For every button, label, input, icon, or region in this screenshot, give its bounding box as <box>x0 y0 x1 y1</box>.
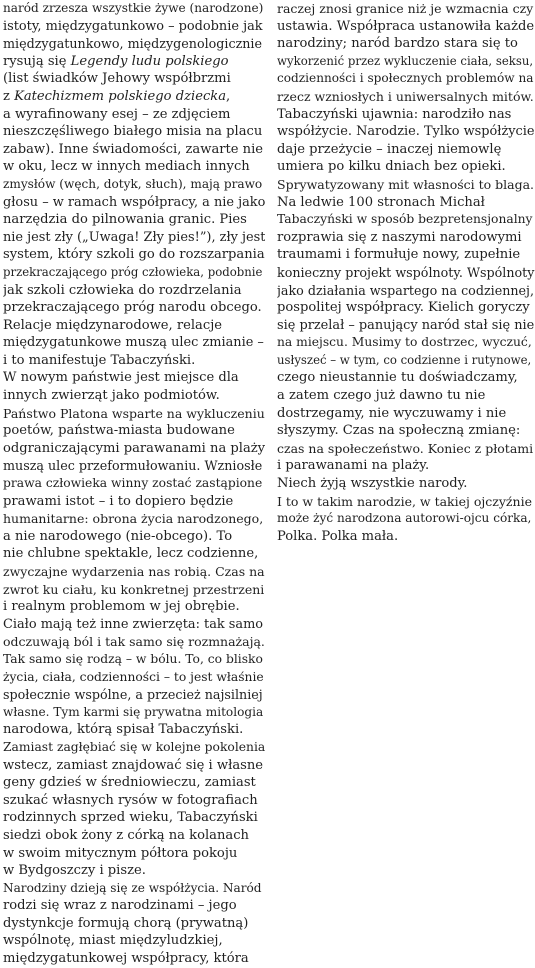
text-segment: humanitarne: obrona życia narodzonego, <box>3 511 264 527</box>
text-segment: innych zwierząt jako podmiotów. <box>3 388 220 404</box>
text-segment: szukać własnych rysów w fotografiach <box>3 792 258 808</box>
text-line <box>3 457 265 475</box>
text-line <box>3 352 265 370</box>
text-segment: a zatem czego już dawno tu nie <box>277 388 486 404</box>
text-line <box>3 581 265 599</box>
text-line <box>277 334 535 352</box>
text-segment: umiera po kilku dniach bez opieki. <box>277 159 506 175</box>
text-segment: siedzi obok żony z córką na kolanach <box>3 827 249 843</box>
italic-title: Legendy ludu polskiego <box>70 53 229 69</box>
text-segment: prawa człowieka winny zostać zastąpione <box>3 476 263 491</box>
text-segment: Na ledwie 100 stronach Michał <box>277 194 485 210</box>
text-line <box>277 141 535 159</box>
text-line <box>277 475 535 493</box>
text-segment: odczuwają ból i tak samo się rozmnażają. <box>3 634 265 650</box>
text-line <box>3 845 265 863</box>
text-segment: dostrzegamy, nie wyczuwamy i nie <box>277 405 507 421</box>
text-segment: wykorzenić przez wykluczenie ciała, seksu, <box>277 53 534 68</box>
text-column-left <box>3 0 265 968</box>
text-line <box>277 176 535 194</box>
text-segment: narodziny; naród bardzo stara się to <box>277 36 518 52</box>
text-line <box>277 53 535 71</box>
text-segment: nieszczęśliwego białego misia na placu <box>3 124 263 140</box>
text-segment: prawami istot – i to dopiero będzie <box>3 493 234 509</box>
text-line <box>277 194 535 212</box>
text-segment: usłyszeć – w tym, co codzienne i rutynowe, <box>277 352 532 367</box>
text-line <box>3 669 265 687</box>
text-line <box>3 598 265 616</box>
text-segment: zmysłów (węch, dotyk, słuch), mają prawo <box>3 176 263 191</box>
text-segment: własne. Tym karmi się prywatna mitologia <box>3 704 264 719</box>
text-line <box>3 141 265 159</box>
text-segment: pospolitej współpracy. Kielich goryczy <box>277 300 530 316</box>
text-line <box>3 563 265 581</box>
text-line <box>3 264 265 282</box>
text-line <box>3 211 265 229</box>
text-segment: wstecz, zamiast znajdować się i własne <box>3 757 264 773</box>
text-segment: nie chlubne spektakle, lecz codzienne, <box>3 546 259 562</box>
text-segment: zwyczajne wydarzenia nas robią. Czas na <box>3 564 265 579</box>
text-segment: Tak samo się rodzą – w bólu. To, co blisko <box>3 651 263 666</box>
text-line <box>277 211 535 229</box>
text-line <box>277 405 535 423</box>
text-segment: Ciało mają też inne zwierzęta: tak samo <box>3 616 264 632</box>
text-line <box>277 352 535 370</box>
text-segment: rozprawia się z naszymi narodowymi <box>277 229 522 245</box>
text-line <box>277 229 535 247</box>
text-segment: czego nieustannie tu doświadczamy, <box>277 370 518 386</box>
text-segment: rodzinnych sprzed wieku, Tabaczyński <box>3 810 258 826</box>
text-segment: a nie narodowego (nie-obcego). To <box>3 528 233 544</box>
text-line <box>3 493 265 511</box>
text-line <box>3 334 265 352</box>
text-segment: nie jest zły („Uwaga! Zły pies!”), zły jest <box>3 229 265 245</box>
text-line <box>3 106 265 124</box>
text-segment: Zamiast zagłębiać się w kolejne pokolenia <box>3 739 265 754</box>
text-line <box>277 282 535 300</box>
text-line <box>3 616 265 634</box>
text-line <box>3 405 265 423</box>
text-segment: geny gdzieś w średniowieczu, zamiast <box>3 775 256 791</box>
text-line <box>3 0 265 18</box>
text-segment: Państwo Platona wsparte na wykluczeniu <box>3 405 265 421</box>
text-line <box>277 369 535 387</box>
text-segment: międzygatunkowej współpracy, która <box>3 951 249 967</box>
italic-title: Katechizmem polskiego dziecka <box>14 88 227 104</box>
text-segment: Narodziny dzieją się ze współżycia. Naród <box>3 880 262 895</box>
text-line <box>3 88 265 106</box>
text-segment: współżycie. Narodzie. Tylko współżycie <box>277 124 535 140</box>
text-line <box>3 510 265 528</box>
text-line <box>3 950 265 968</box>
text-line <box>3 35 265 53</box>
text-line <box>277 264 535 282</box>
text-line <box>277 510 535 528</box>
text-segment: odgraniczającymi parawanami na plaży <box>3 440 265 456</box>
text-segment: zabaw). Inne świadomości, zawarte nie <box>3 141 264 157</box>
text-segment: narzędzia do pilnowania granic. Pies <box>3 212 247 228</box>
text-line <box>277 88 535 106</box>
text-line <box>3 915 265 933</box>
text-segment: międzygatunkowo, międzygenologicznie <box>3 36 263 52</box>
text-segment: Polka. Polka mała. <box>277 528 399 544</box>
text-line <box>277 246 535 264</box>
text-segment: może żyć narodzona autorowi-ojcu córka, <box>277 511 532 526</box>
text-segment: jako działania wspartego na codziennej, <box>277 282 535 298</box>
text-line <box>3 176 265 194</box>
text-line <box>277 493 535 511</box>
text-line <box>277 123 535 141</box>
text-line <box>3 757 265 775</box>
text-segment: Niech żyją wszystkie narody. <box>277 476 468 492</box>
text-line <box>3 827 265 845</box>
text-segment: (list świadków Jehowy współbrzmi <box>3 71 231 87</box>
text-line <box>3 651 265 669</box>
text-segment: I to w takim narodzie, w takiej ojczyźnie <box>277 493 532 509</box>
text-segment: rysują się <box>3 53 71 69</box>
text-line <box>3 229 265 247</box>
text-segment: W nowym państwie jest miejsce dla <box>3 370 239 386</box>
text-segment: a wyrafinowany esej – ze zdjęciem <box>3 106 231 122</box>
text-segment: i realnym problemom w jej obrębie. <box>3 599 240 615</box>
text-line <box>3 194 265 212</box>
text-line <box>3 774 265 792</box>
text-line <box>277 0 535 18</box>
text-line <box>3 475 265 493</box>
text-line <box>277 440 535 458</box>
text-line <box>277 422 535 440</box>
text-line <box>3 809 265 827</box>
text-column-right <box>277 0 535 545</box>
text-line <box>277 158 535 176</box>
text-line <box>3 53 265 71</box>
text-segment: przekraczającego próg człowieka, podobnie <box>3 264 263 279</box>
text-segment: daje przeżycie – inaczej niemowlę <box>277 141 502 157</box>
text-line <box>3 545 265 563</box>
text-line <box>3 440 265 458</box>
text-segment: na miejscu. Musimy to dostrzec, wyczuć, <box>277 335 532 350</box>
text-line <box>3 528 265 546</box>
text-line <box>3 299 265 317</box>
text-segment: Tabaczyński ujawnia: narodziło nas <box>277 106 512 122</box>
text-segment: głosu – w ramach współpracy, a nie jako <box>3 194 265 210</box>
text-segment: ustawia. Współpraca ustanowiła każde <box>277 18 535 34</box>
text-line <box>277 299 535 317</box>
text-line <box>277 457 535 475</box>
text-segment: i to manifestuje Tabaczyński. <box>3 352 196 368</box>
text-segment: Tabaczyński w sposób bezpretensjonalny <box>277 212 533 227</box>
text-line <box>3 18 265 36</box>
text-line <box>3 686 265 704</box>
text-segment: słyszymy. Czas na społeczną zmianę: <box>277 423 521 439</box>
text-line <box>277 387 535 405</box>
text-line <box>3 633 265 651</box>
text-segment: życia, ciała, codzienności – to jest właśnie <box>3 669 264 684</box>
text-segment: naród zrzesza wszystkie żywe (narodzone) <box>3 1 264 15</box>
text-segment: wspólnotę, miast międzyludzkiej, <box>3 933 223 949</box>
text-line <box>277 317 535 335</box>
text-line <box>3 792 265 810</box>
text-segment: zwrot ku ciału, ku konkretnej przestrzeni <box>3 581 265 597</box>
text-segment: muszą ulec przeformułowaniu. Wzniosłe <box>3 458 263 474</box>
text-segment: Sprywatyzowany mit własności to blaga. <box>277 176 535 192</box>
text-line <box>3 721 265 739</box>
text-segment: Relacje międzynarodowe, relacje <box>3 317 223 333</box>
text-line <box>277 528 535 546</box>
text-line <box>3 369 265 387</box>
text-segment: rzecz wzniosłych i uniwersalnych mitów. <box>277 88 534 104</box>
text-line <box>3 932 265 950</box>
text-segment: dystynkcje formują chorą (prywatną) <box>3 915 249 931</box>
text-segment: traumami i formułuje nowy, zupełnie <box>277 247 521 263</box>
text-segment: istoty, międzygatunkowo – podobnie jak <box>3 18 263 34</box>
text-line <box>3 70 265 88</box>
text-line <box>3 158 265 176</box>
text-line <box>3 704 265 722</box>
text-line <box>3 739 265 757</box>
text-segment: się przelał – panujący naród stał się nie <box>277 317 535 333</box>
text-segment: rodzi się wraz z narodzinami – jego <box>3 898 237 914</box>
text-segment: społecznie wspólne, a przecież najsilniej <box>3 687 263 703</box>
text-segment: system, który szkoli go do rozszarpania <box>3 247 265 263</box>
text-segment: z <box>3 88 15 104</box>
text-line <box>3 317 265 335</box>
text-line <box>277 18 535 36</box>
text-segment: w swoim mitycznym półtora pokoju <box>3 845 238 861</box>
text-segment: czas na społeczeństwo. Koniec z płotami <box>277 440 534 456</box>
text-line <box>3 282 265 300</box>
text-segment: poetów, państwa-miasta budowane <box>3 423 235 439</box>
text-line <box>277 70 535 88</box>
text-segment: przekraczającego próg narodu obcego. <box>3 300 262 316</box>
text-line <box>3 246 265 264</box>
text-segment: konieczny projekt wspólnoty. Wspólnoty <box>277 264 535 280</box>
text-line <box>3 862 265 880</box>
text-segment: w Bydgoszczy i pisze. <box>3 863 146 879</box>
text-segment: międzygatunkowe muszą ulec zmianie – <box>3 335 264 351</box>
text-line <box>3 422 265 440</box>
text-line <box>3 387 265 405</box>
text-line <box>3 123 265 141</box>
text-line <box>277 35 535 53</box>
text-segment: narodowa, którą spisał Tabaczyński. <box>3 722 244 738</box>
text-line <box>277 106 535 124</box>
text-segment: jak szkoli człowieka do rozdrzelania <box>3 282 242 298</box>
text-segment: w oku, lecz w innych mediach innych <box>3 159 250 175</box>
text-segment: , <box>226 88 231 104</box>
text-segment: raczej znosi granice niż je wzmacnia czy <box>277 1 534 16</box>
text-segment: i parawanami na plaży. <box>277 458 430 474</box>
text-line <box>3 880 265 898</box>
text-segment: codzienności i społecznych problemów na <box>277 71 534 86</box>
